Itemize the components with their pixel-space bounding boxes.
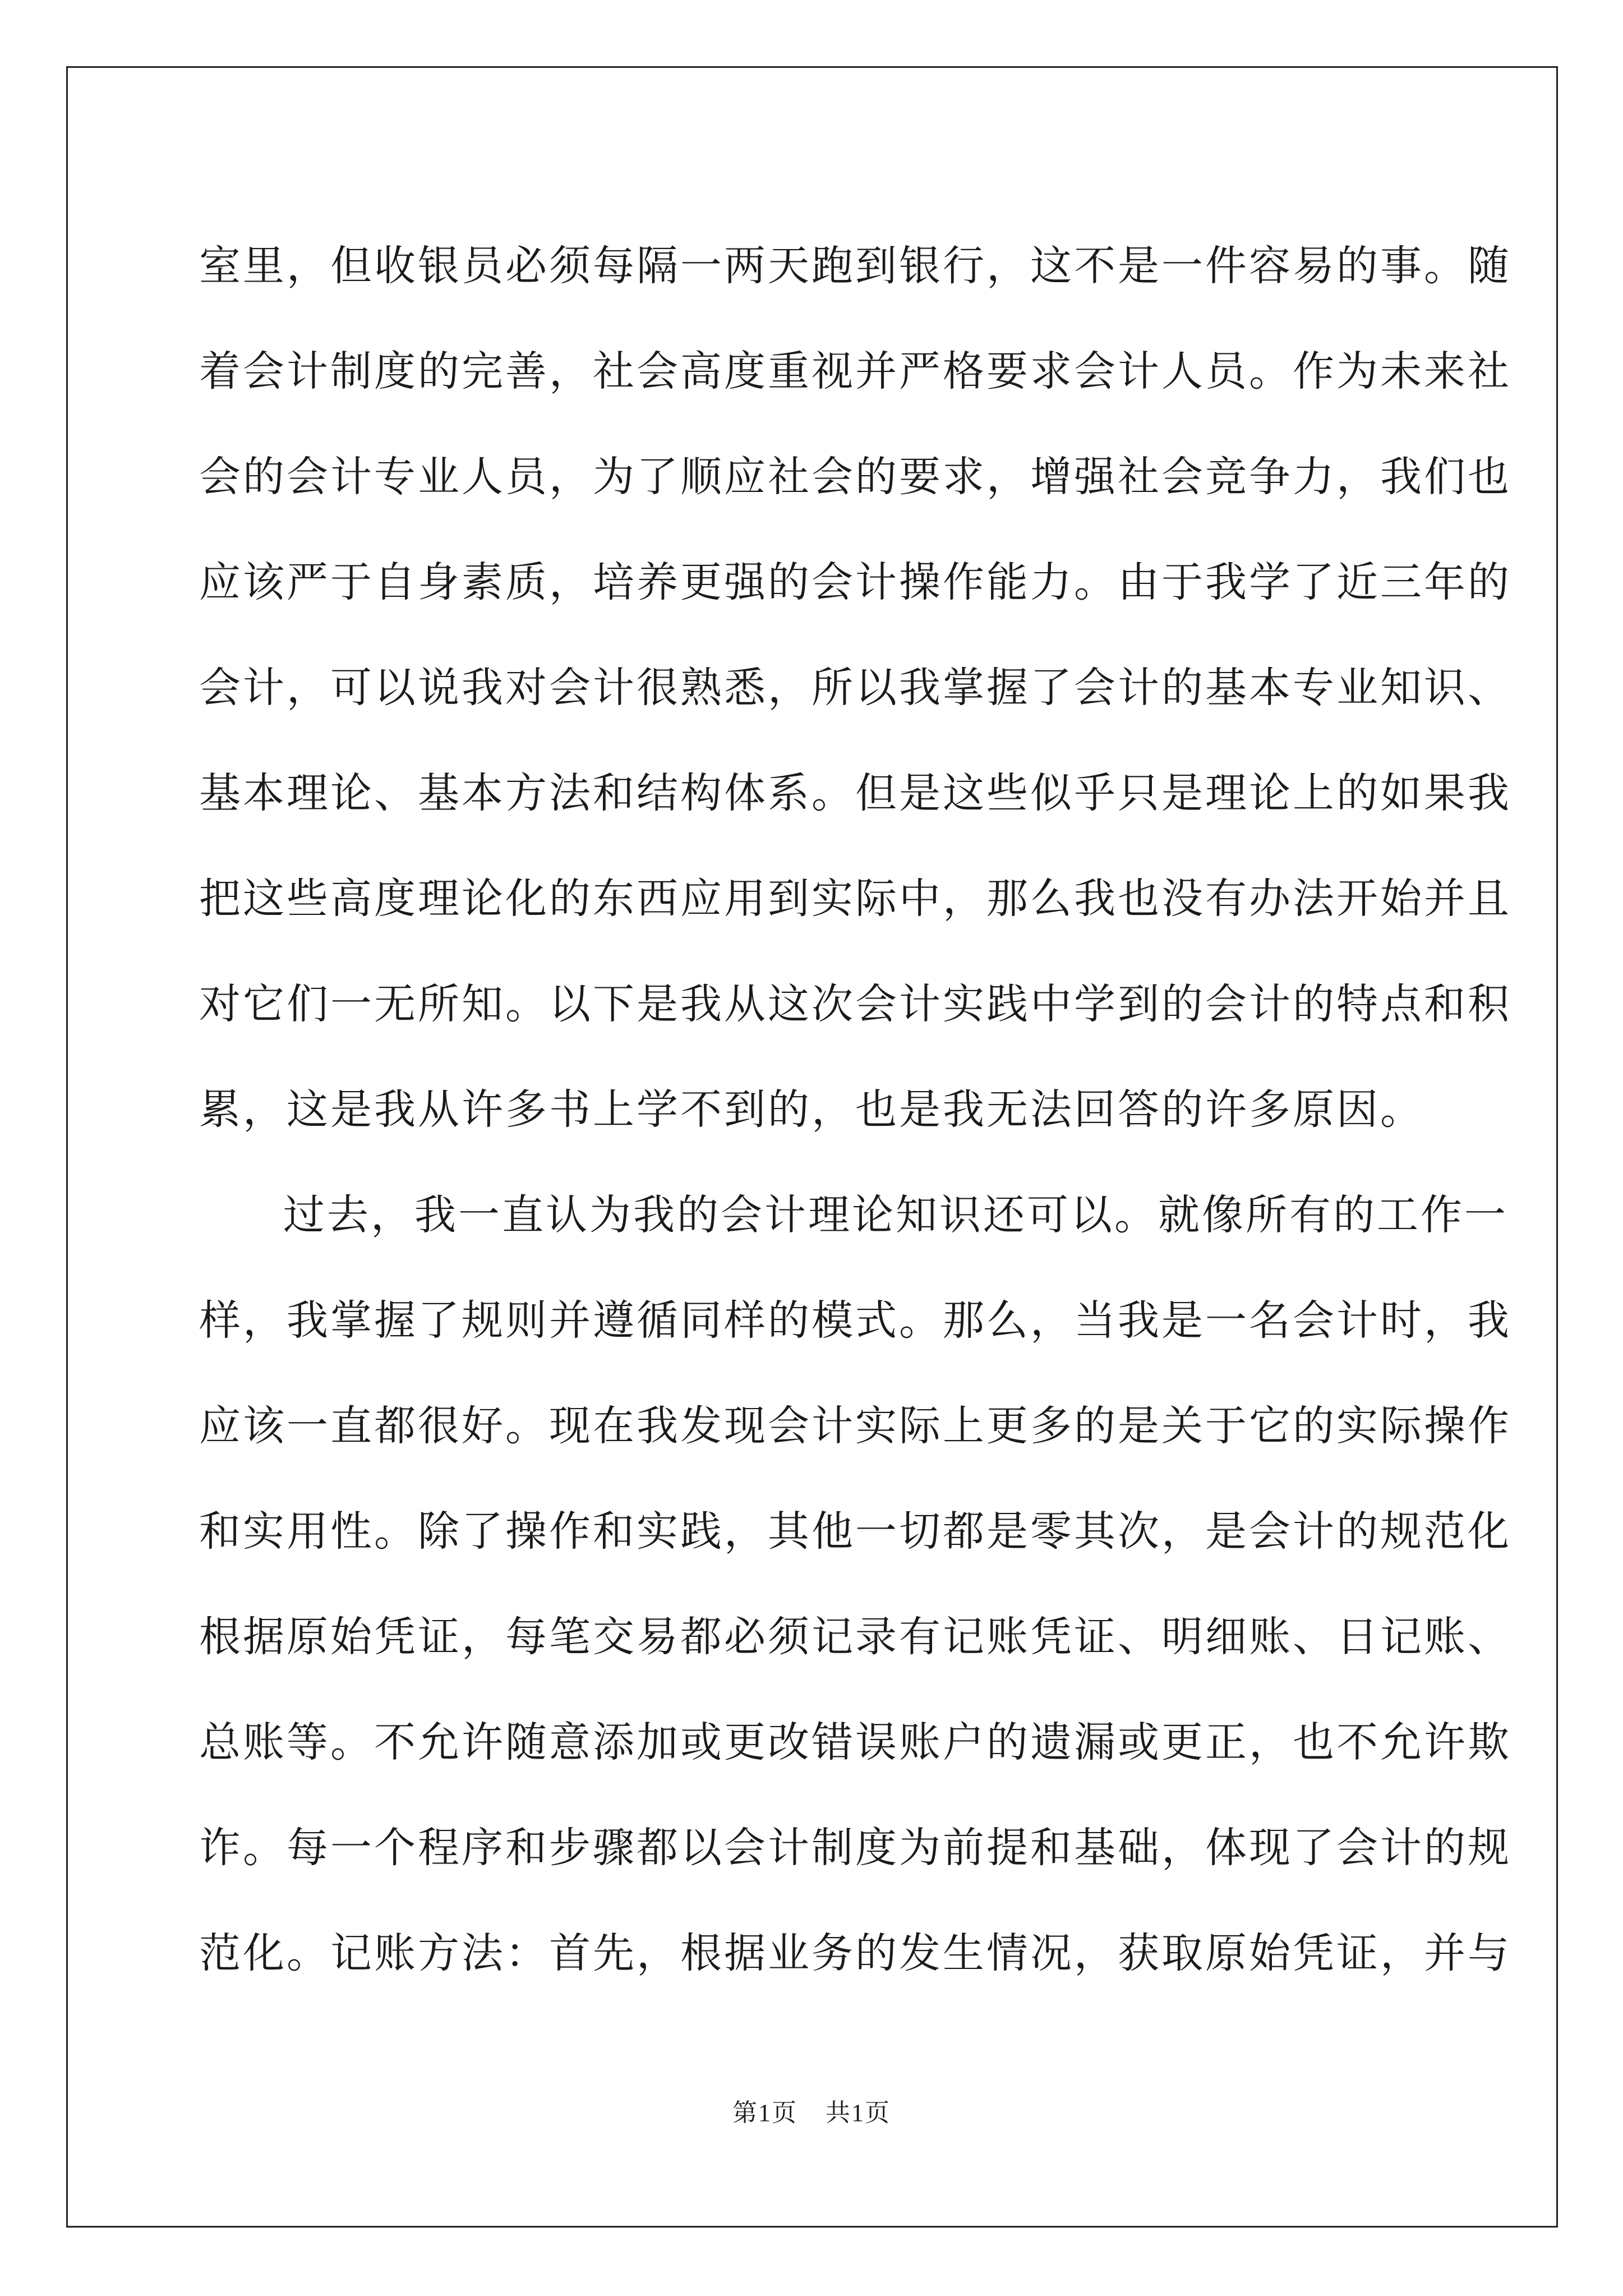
text-line: 对它们一无所知。以下是我从这次会计实践中学到的会计的特点和积: [199, 980, 1511, 1028]
text-line: 和实用性。除了操作和实践，其他一切都是零其次，是会计的规范化: [199, 1507, 1511, 1556]
text-line: 把这些高度理论化的东西应用到实际中，那么我也没有办法开始并且: [199, 875, 1511, 923]
text-line: 累，这是我从许多书上学不到的，也是我无法回答的许多原因。: [199, 1085, 1424, 1134]
text-line: 应该严于自身素质，培养更强的会计操作能力。由于我学了近三年的: [199, 558, 1511, 606]
text-line: 着会计制度的完善，社会高度重视并严格要求会计人员。作为未来社: [199, 347, 1511, 395]
text-line: 范化。记账方法：首先，根据业务的发生情况，获取原始凭证，并与: [199, 1929, 1511, 1977]
page-footer: [0, 2092, 1623, 2128]
text-line: 根据原始凭证，每笔交易都必须记录有记账凭证、明细账、日记账、: [199, 1613, 1511, 1661]
page-number: 第1页: [732, 2099, 797, 2127]
text-line: 室里，但收银员必须每隔一两天跑到银行，这不是一件容易的事。随: [199, 242, 1511, 290]
paragraph-first-line: 过去，我一直认为我的会计理论知识还可以。就像所有的工作一: [283, 1191, 1508, 1239]
text-line: 应该一直都很好。现在我发现会计实际上更多的是关于它的实际操作: [199, 1402, 1511, 1450]
text-line: 样，我掌握了规则并遵循同样的模式。那么，当我是一名会计时，我: [199, 1296, 1511, 1345]
text-line: 诈。每一个程序和步骤都以会计制度为前提和基础，体现了会计的规: [199, 1824, 1511, 1872]
text-line: 基本理论、基本方法和结构体系。但是这些似乎只是理论上的如果我: [199, 769, 1511, 817]
page-total: 共1页: [826, 2099, 891, 2127]
text-line: 会计，可以说我对会计很熟悉，所以我掌握了会计的基本专业知识、: [199, 664, 1511, 712]
document-body: [199, 213, 1511, 2006]
text-line: 会的会计专业人员，为了顺应社会的要求，增强社会竞争力，我们也: [199, 453, 1511, 501]
text-line: 总账等。不允许随意添加或更改错误账户的遗漏或更正，也不允许欺: [199, 1718, 1511, 1766]
